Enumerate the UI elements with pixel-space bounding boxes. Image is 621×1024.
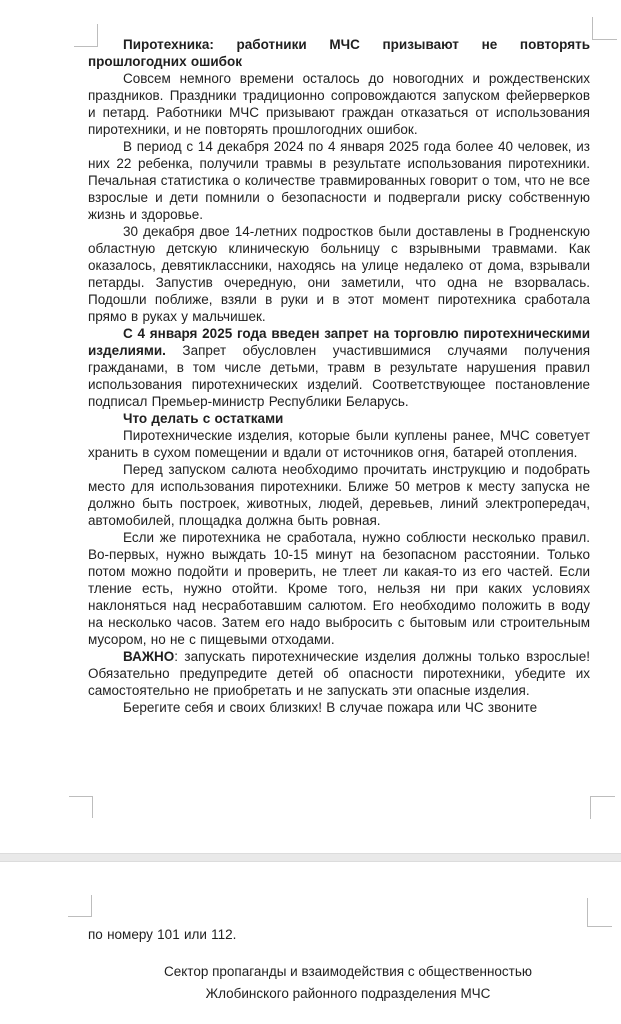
section-heading-leftovers: Что делать с остатками [123, 411, 284, 426]
important-bold-text: ВАЖНО [123, 649, 175, 664]
text-boundary-mark-top-left-page2 [68, 895, 92, 917]
ban-regular-text: Запрет обусловлен участившимися случаями получения гражданами, в том числе детьми, травм в результате нарушения правил использования пиротехнических изделий. Соответствующее постановление подписал Премьер-министр Республики Беларусь. [88, 343, 590, 409]
paragraph-misfire-rules: Если же пиротехника не сработала, нужно соблюсти несколько правил. Во-первых, нужно выждать 10-15 минут на безопасном расстоянии. Только потом можно подойти и проверить, не тлеет ли какая-то из его частей. Если тление есть, нужно отойти. Кроме того, нельзя ни при каких условиях наклоняться над несработавшим салютом. Его необходимо положить в воду на несколько часов. Затем его надо выбросить с бытовым или строительным мусором, но не с пищевыми отходами. [88, 530, 590, 647]
paragraph-statistics: В период с 14 декабря 2024 по 4 января 2025 года более 40 человек, из них 22 ребенка, получили травмы в результате использования пиротехники. Печальная статистика о количестве травмированных говорит о том, что не все взрослые и дети помнили о безопасности и подвергали риску собственную жизнь и здоровье. [88, 139, 590, 222]
important-regular-text: : запускать пиротехнические изделия должны только взрослые! Обязательно предупредите детей об опасности пиротехники, убедите их самостоятельно не приобретать и не запускать эти опасные изделия. [88, 649, 590, 698]
page-2 [0, 862, 621, 1024]
ban-bold-text: С 4 января 2025 года введен запрет на торговлю пиротехническими изделиями. [88, 326, 590, 358]
paragraph-incident: 30 декабря двое 14-летних подростков были доставлены в Гродненскую областную детскую клиническую больницу с взрывными травмами. Как оказалось, девятиклассники, находясь на улице недалеко от дома, взрывали петарды. Запустив очередную, они заметили, что одна не взорвалась. Подошли поближе, взяли в руки и в этот момент пиротехника сработала прямо в руках у мальчишек. [88, 224, 590, 324]
text-boundary-mark-top-right [592, 17, 617, 40]
paragraph-launch-rules: Перед запуском салюта необходимо прочитать инструкцию и подобрать место для использования пиротехники. Ближе 50 метров к месту запуска не должно быть построек, животных, людей, деревьев, линий электропередач, автомобилей, площадка должна быть ровная. [88, 462, 590, 528]
document-footer [88, 961, 590, 1005]
paragraph-storage: Пиротехнические изделия, которые были куплены ранее, МЧС советует хранить в сухом помещении и вдали от источников огня, батарей отопления. [88, 428, 590, 460]
paragraph-intro: Совсем немного времени осталось до новогодних и рождественских праздников. Праздники традиционно сопровождаются запуском фейерверков и петард. Работники МЧС призывают граждан отказаться от использования пиротехники, и не повторять прошлогодних ошибок. [88, 71, 590, 137]
footer-line-1: Сектор пропаганды и взаимодействия с общественностью [163, 964, 533, 979]
paragraph-closing: Берегите себя и своих близких! В случае пожара или ЧС звоните [123, 700, 538, 715]
text-boundary-mark-top-right-page2 [587, 898, 612, 927]
text-boundary-mark-bottom-left [69, 796, 93, 818]
paragraph-phone-numbers: по номеру 101 или 112. [88, 927, 237, 942]
page-separator [0, 853, 621, 862]
paragraph-ban [88, 325, 590, 410]
footer-line-2: Жлобинского районного подразделения МЧС [205, 986, 491, 1001]
paragraph-important [88, 648, 590, 699]
text-boundary-mark-bottom-right [590, 796, 615, 819]
page-title: Пиротехника: работники МЧС призывают не повторять прошлогодних ошибок [88, 37, 590, 69]
